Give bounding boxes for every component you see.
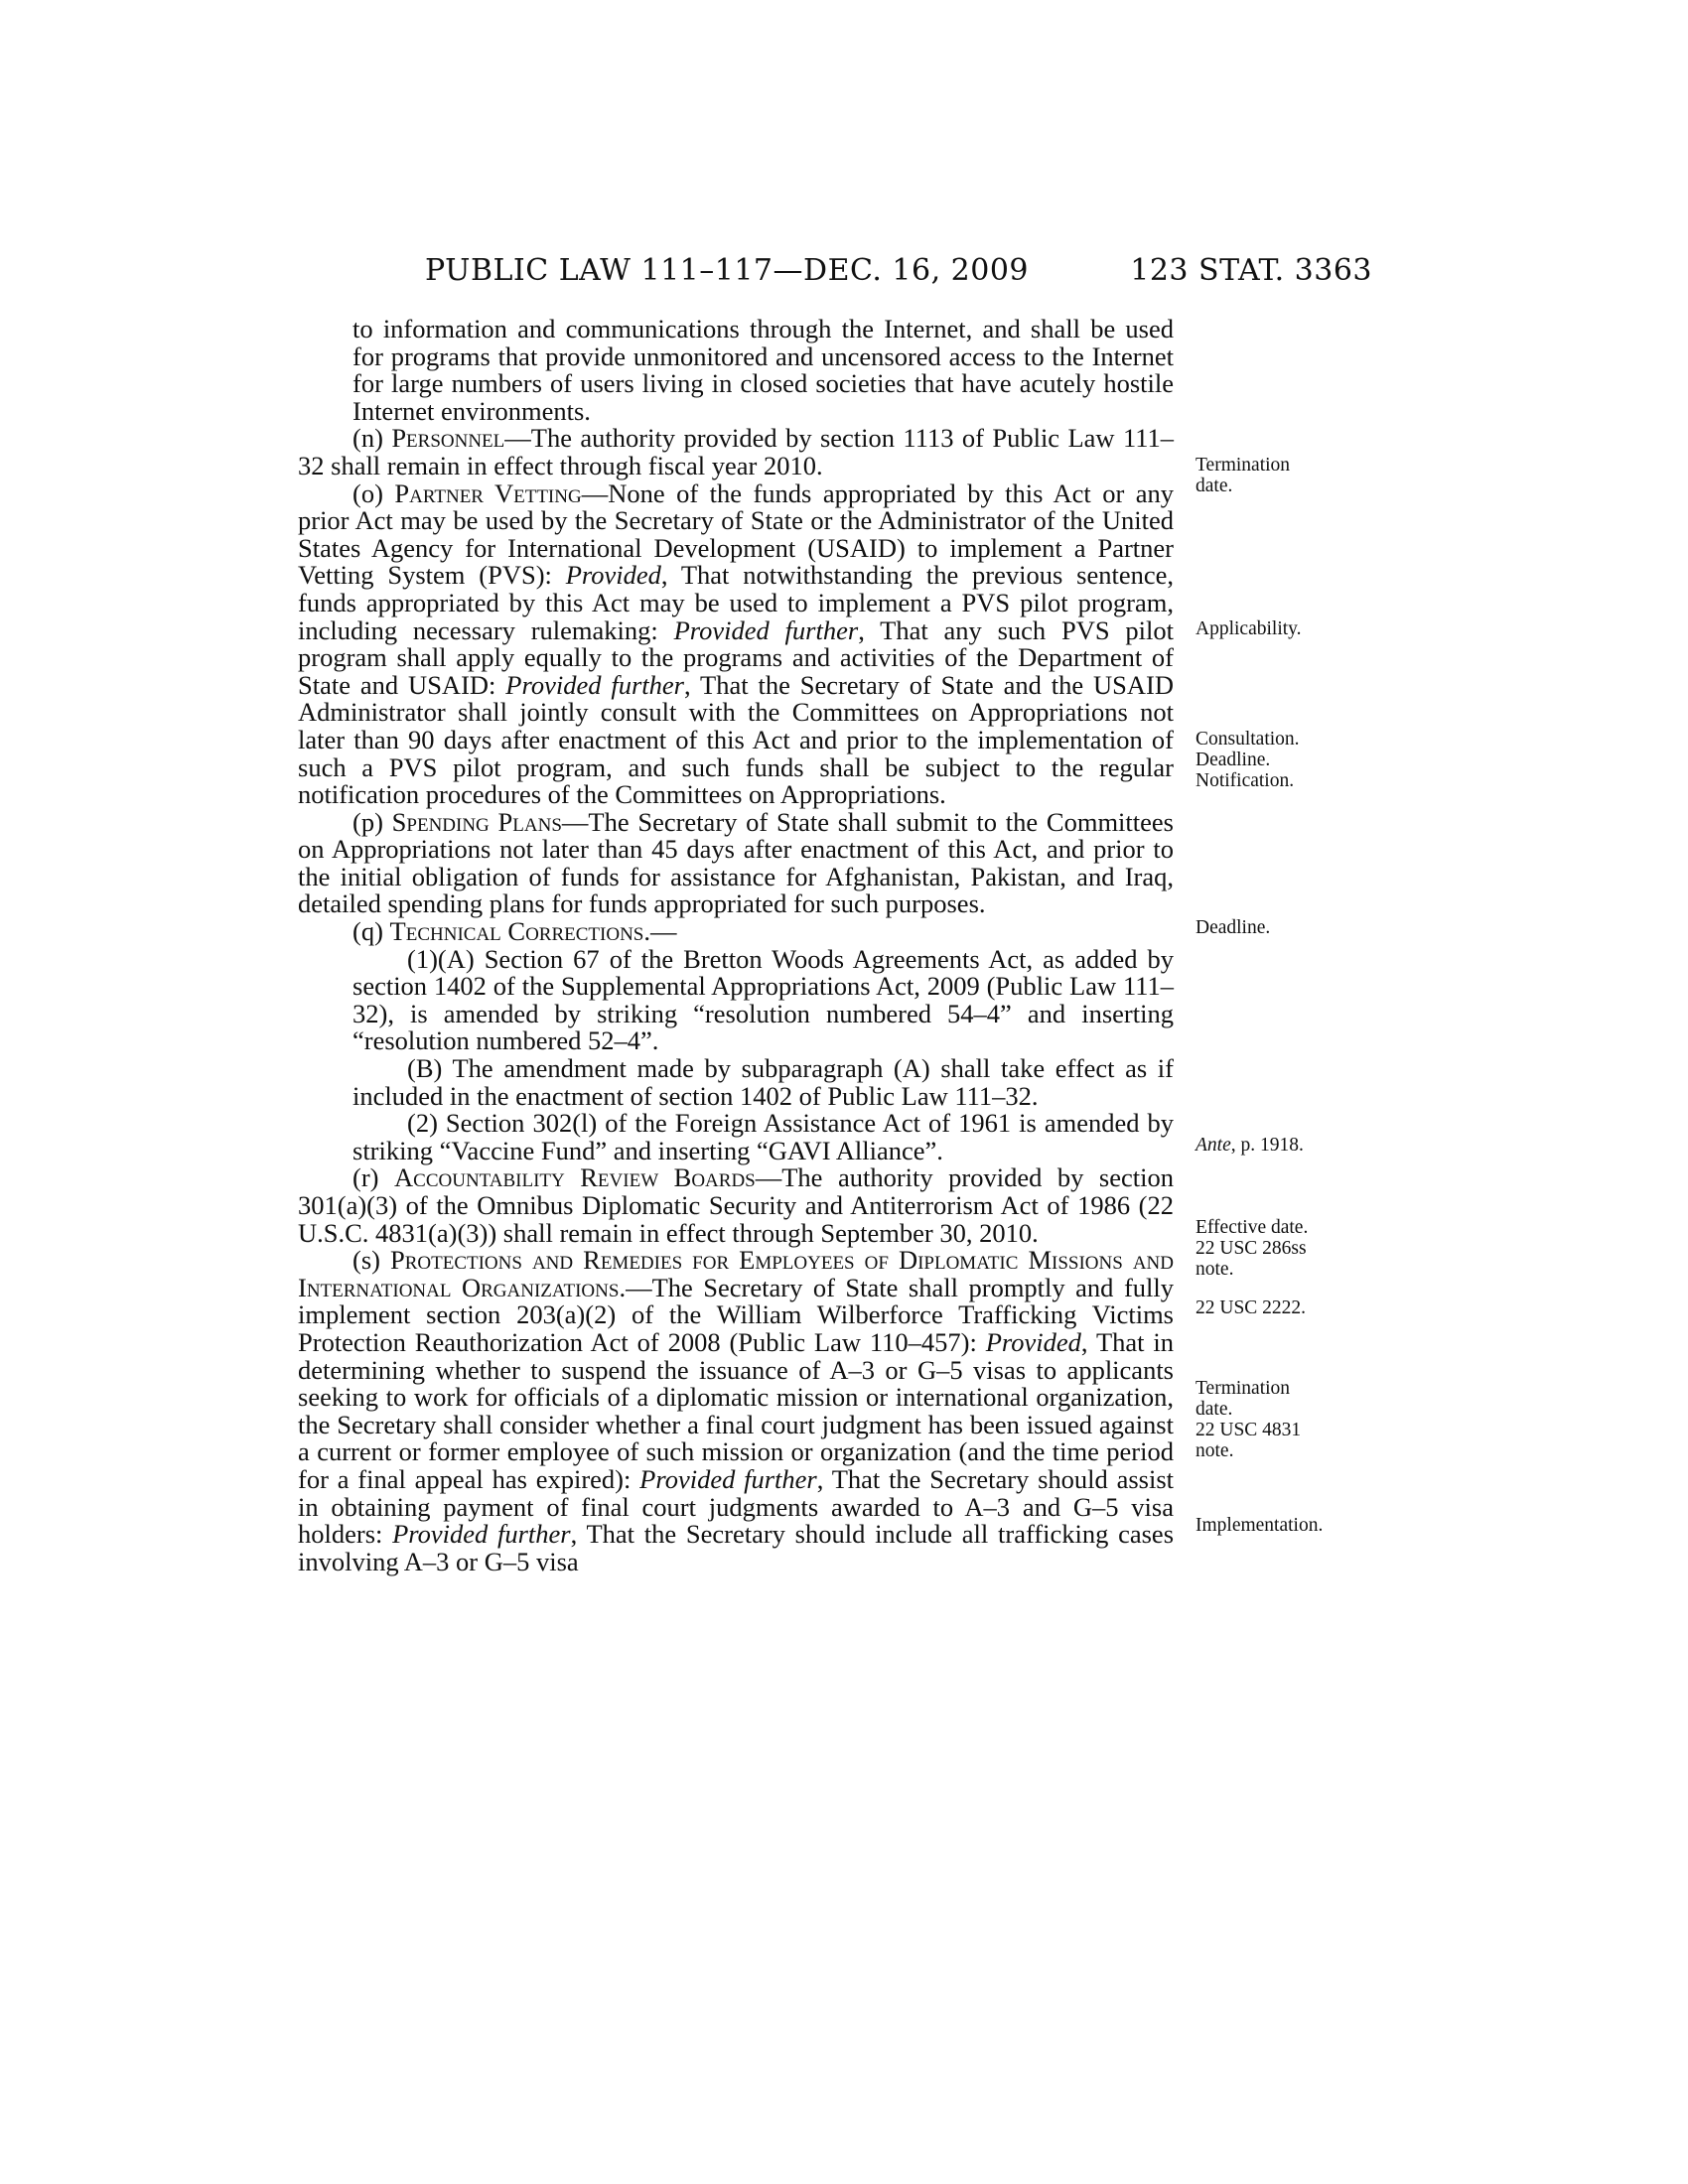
dash-q: .—: [643, 916, 677, 947]
paragraph-p-spending-plans: [298, 806, 1174, 919]
text-s-1: .—The Secretary of State shall promptly and fully implement section 203(a)(2) of the William Wilberforce Trafficking Victims Protection Reauthorization Act of 2008 (Public Law 110–457):: [298, 1272, 1174, 1357]
paragraph-q-technical-corrections: [298, 918, 1174, 946]
page-header: [298, 253, 1372, 293]
paragraph-q-2: (2) Section 302(l) of the Foreign Assistance Act of 1961 is amended by striking “Vaccine Fund” and inserting “GAVI Alliance”.: [352, 1108, 1174, 1165]
margin-note-effective-date: Effective date. 22 USC 286ss note.: [1196, 1217, 1309, 1280]
paragraph-q-1-a: (1)(A) Section 67 of the Bretton Woods Agreements Act, as added by section 1402 of the Supplemental Appropriations Act, 2009 (Public Law 111–32), is amended by striking “resolution numbered 54–4” and inserting “resolution numbered 52–4”.: [352, 943, 1174, 1056]
body-text: [298, 316, 1174, 1575]
margin-note-termination-date-22-usc-4831: Termination date. 22 USC 4831 note.: [1196, 1378, 1302, 1461]
paragraph-s-protections-and-remedies: [298, 1247, 1174, 1575]
label-q: (q): [352, 916, 390, 947]
text-s-3: , That the Secretary should assist in obtaining payment of final court judgments awarded to A–3 and G–5 visa holders:: [298, 1463, 1174, 1550]
margin-note-termination-date: Termination date.: [1196, 455, 1291, 496]
text-n: —The authority provided by section 1113 of Public Law 111–32 shall remain in effect through fiscal year 2010.: [298, 423, 1174, 480]
margin-note-consultation-deadline-notification: Consultation. Deadline. Notification.: [1196, 729, 1300, 791]
label-r: (r): [352, 1162, 395, 1193]
paragraph-o-partner-vetting: [298, 480, 1174, 809]
heading-accountability-review-boards: Accountability Review Boards: [394, 1162, 756, 1193]
heading-protections-and-remedies: Protections and Remedies for Employees of Diplomatic Missions and International Organizations: [298, 1245, 1174, 1302]
margin-note-implementation: Implementation.: [1196, 1515, 1324, 1536]
text-s-4: , That the Secretary should include all trafficking cases involving A–3 or G–5 visa: [298, 1519, 1175, 1576]
paragraph-continuation: to information and communications through the Internet, and shall be used for programs that provide unmonitored and uncensored access to the Internet for large numbers of users living in closed societies that have acutely hostile Internet environments.: [352, 314, 1174, 426]
label-n: (n): [352, 423, 392, 454]
text-s-2: , That in determining whether to suspend the issuance of A–3 or G–5 visas to applicants seeking to work for officials of a diplomatic mission or international organization, the Secretary shall consider whether a final court judgment has been issued against a current or former employee of such mission or organization (and the time period for a final appeal has expired):: [298, 1326, 1175, 1494]
margin-note-applicability: Applicability.: [1196, 618, 1302, 639]
margin-note-22-usc-2222: 22 USC 2222.: [1196, 1297, 1307, 1318]
heading-partner-vetting: Partner Vetting: [394, 478, 582, 508]
margin-note-ante: Ante, p. 1918.: [1196, 1135, 1304, 1156]
text-o-1: —None of the funds appropriated by this Act or any prior Act may be used by the Secretary of State or the Administrator of the United States Agency for International Development (USAID) to implement a Partner Vetting System (PVS):: [298, 478, 1175, 591]
paragraph-r-accountability-review-boards: [298, 1164, 1174, 1247]
heading-technical-corrections: Technical Corrections: [389, 916, 644, 947]
paragraph-n-personnel: [298, 425, 1174, 479]
proviso-o-3: Provided further: [505, 669, 684, 700]
heading-spending-plans: Spending Plans: [391, 806, 562, 837]
label-p: (p): [352, 806, 392, 837]
proviso-s-1: Provided: [985, 1326, 1081, 1357]
ante-italic: Ante: [1196, 1135, 1231, 1156]
proviso-s-2: Provided further: [639, 1463, 817, 1494]
text-o-4: , That the Secretary of State and the USAID Administrator shall jointly consult with the Committees on Appropriations not later than 90 days after enactment of this Act and prior to the implementation of such a PVS pilot program, and such funds shall be subject to the regular notification procedures of the Committees on Appropriations.: [298, 669, 1174, 810]
text-r: —The authority provided by section 301(a)(3) of the Omnibus Diplomatic Security and Antiterrorism Act of 1986 (22 U.S.C. 4831(a)(3)) shall remain in effect through September 30, 2010.: [298, 1162, 1174, 1248]
text-o-3: , That any such PVS pilot program shall apply equally to the programs and activities of the Department of State and USAID:: [298, 614, 1175, 700]
proviso-o-1: Provided: [565, 560, 661, 591]
text-o-2: , That notwithstanding the previous sentence, funds appropriated by this Act may be used to implement a PVS pilot program, including necessary rulemaking:: [298, 560, 1175, 645]
label-o: (o): [352, 478, 395, 508]
proviso-s-3: Provided further: [392, 1519, 571, 1550]
running-title: PUBLIC LAW 111–117—DEC. 16, 2009: [425, 253, 1030, 288]
label-s: (s): [352, 1245, 390, 1276]
heading-personnel: Personnel: [391, 423, 505, 454]
margin-note-deadline: Deadline.: [1196, 917, 1271, 938]
paragraph-q-1-b: (B) The amendment made by subparagraph (A) shall take effect as if included in the enactment of section 1402 of Public Law 111–32.: [352, 1053, 1174, 1111]
proviso-o-2: Provided further: [673, 614, 859, 645]
text-p: —The Secretary of State shall submit to the Committees on Appropriations not later than 45 days after enactment of this Act, and prior to the initial obligation of funds for assistance for Afghanistan, Pakistan, and Iraq, detailed spending plans for funds appropriated for such purposes.: [298, 806, 1174, 919]
statute-page-number: 123 STAT. 3363: [1130, 253, 1372, 288]
